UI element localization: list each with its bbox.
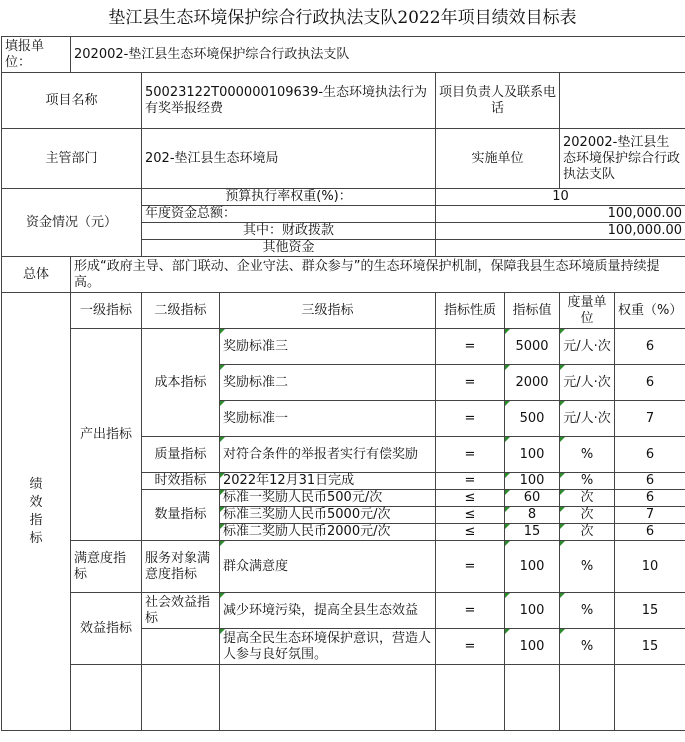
indicator-name: 标准三奖励人民币5000元/次: [220, 507, 436, 524]
indicator-name: 对符合条件的举报者实行有偿奖励: [220, 437, 436, 473]
indicator-weight: 7: [615, 507, 685, 524]
indicator-weight: 6: [615, 329, 685, 365]
fiscal-value: 100,000.00: [436, 223, 685, 240]
indicator-name: 2022年12月31日完成: [220, 473, 436, 490]
filler-value: 202002-垫江县生态环境保护综合行政执法支队: [71, 37, 685, 73]
indicator-unit: 次: [560, 490, 615, 507]
header-weight: 权重（%）: [615, 293, 685, 329]
indicator-nature: =: [436, 329, 505, 365]
l2-service: 服务对象满意度指标: [142, 541, 220, 593]
indicator-value: 100: [505, 541, 560, 593]
dept-label: 主管部门: [2, 129, 142, 189]
other-label: 其他资金: [142, 240, 436, 257]
indicator-unit: 元/人·次: [560, 329, 615, 365]
indicator-weight: 7: [615, 401, 685, 437]
l2-quantity: 数量指标: [142, 490, 220, 541]
empty-cell: [142, 665, 220, 731]
l1-benefit: 效益指标: [71, 593, 142, 665]
other-value: [436, 240, 685, 257]
filler-label: 填报单位：: [2, 37, 71, 73]
annual-label: 年度资金总额：: [142, 206, 436, 223]
empty-cell: [436, 665, 505, 731]
l2-social: 社会效益指标: [142, 593, 220, 629]
overall-label: 总体: [2, 257, 71, 293]
performance-table: [1, 36, 685, 731]
indicator-name: 提高全民生态环境保护意识，营造人人参与良好氛围。: [220, 629, 436, 665]
indicator-name: 奖励标准一: [220, 401, 436, 437]
indicator-nature: =: [436, 541, 505, 593]
indicator-unit: %: [560, 593, 615, 629]
indicator-weight: 15: [615, 593, 685, 629]
empty-cell: [615, 665, 685, 731]
contact-value: [560, 73, 685, 129]
indicator-unit: %: [560, 629, 615, 665]
indicator-value: 100: [505, 629, 560, 665]
indicator-nature: ≤: [436, 524, 505, 541]
indicator-weight: 6: [615, 490, 685, 507]
indicator-name: 标准一奖励人民币500元/次: [220, 490, 436, 507]
indicator-unit: %: [560, 437, 615, 473]
header-level1: 一级指标: [71, 293, 142, 329]
indicator-value: 60: [505, 490, 560, 507]
indicator-weight: 6: [615, 437, 685, 473]
indicator-value: 8: [505, 507, 560, 524]
perf-label: [2, 293, 71, 731]
indicator-unit: %: [560, 541, 615, 593]
indicator-nature: =: [436, 629, 505, 665]
contact-label: 项目负责人及联系电话: [436, 73, 560, 129]
indicator-unit: 次: [560, 524, 615, 541]
indicator-value: 500: [505, 401, 560, 437]
empty-cell: [71, 665, 142, 731]
l2-cost: 成本指标: [142, 329, 220, 437]
indicator-name: 减少环境污染，提高全县生态效益: [220, 593, 436, 629]
weight-value: 10: [436, 189, 685, 206]
empty-cell: [220, 665, 436, 731]
indicator-unit: 元/人·次: [560, 401, 615, 437]
annual-value: 100,000.00: [436, 206, 685, 223]
funds-label: 资金情况（元）: [2, 189, 142, 257]
header-unit: 度量单位: [560, 293, 615, 329]
indicator-name: 标准二奖励人民币2000元/次: [220, 524, 436, 541]
indicator-nature: =: [436, 437, 505, 473]
indicator-weight: 6: [615, 524, 685, 541]
indicator-value: 5000: [505, 329, 560, 365]
indicator-value: 15: [505, 524, 560, 541]
indicator-unit: 次: [560, 507, 615, 524]
indicator-value: 100: [505, 593, 560, 629]
indicator-value: 2000: [505, 365, 560, 401]
l2-quality: 质量指标: [142, 437, 220, 473]
indicator-nature: =: [436, 473, 505, 490]
indicator-value: 100: [505, 437, 560, 473]
indicator-nature: =: [436, 593, 505, 629]
dept-value: 202-垫江县生态环境局: [142, 129, 436, 189]
indicator-nature: ≤: [436, 507, 505, 524]
indicator-unit: 元/人·次: [560, 365, 615, 401]
indicator-nature: ≤: [436, 490, 505, 507]
header-level2: 二级指标: [142, 293, 220, 329]
indicator-nature: =: [436, 401, 505, 437]
indicator-weight: 15: [615, 629, 685, 665]
indicator-name: 奖励标准三: [220, 329, 436, 365]
indicator-weight: 10: [615, 541, 685, 593]
header-level3: 三级指标: [220, 293, 436, 329]
indicator-name: 奖励标准二: [220, 365, 436, 401]
l2-time: 时效指标: [142, 473, 220, 490]
perf-label-text: 绩效指标: [29, 476, 43, 546]
header-value: 指标值: [505, 293, 560, 329]
page-title: 垫江县生态环境保护综合行政执法支队2022年项目绩效目标表: [108, 8, 577, 28]
project-value: 50023122T000000109639-生态环境执法行为有奖举报经费: [142, 73, 436, 129]
fiscal-label: 其中：财政拨款: [142, 223, 436, 240]
empty-cell: [505, 665, 560, 731]
empty-cell: [560, 665, 615, 731]
indicator-nature: =: [436, 365, 505, 401]
weight-label: 预算执行率权重(%)：: [142, 189, 436, 206]
project-label: 项目名称: [2, 73, 142, 129]
indicator-weight: 6: [615, 365, 685, 401]
overall-value: 形成“政府主导、部门联动、企业守法、群众参与”的生态环境保护机制，保障我县生态环境质量持续提高。: [71, 257, 685, 293]
l1-satisfaction: 满意度指标: [71, 541, 142, 593]
indicator-unit: %: [560, 473, 615, 490]
l1-output: 产出指标: [71, 329, 142, 541]
impl-label: 实施单位: [436, 129, 560, 189]
indicator-value: 100: [505, 473, 560, 490]
indicator-weight: 6: [615, 473, 685, 490]
indicator-name: 群众满意度: [220, 541, 436, 593]
impl-value: 202002-垫江县生态环境保护综合行政执法支队: [560, 129, 685, 189]
header-nature: 指标性质: [436, 293, 505, 329]
l2-empty: [142, 629, 220, 665]
